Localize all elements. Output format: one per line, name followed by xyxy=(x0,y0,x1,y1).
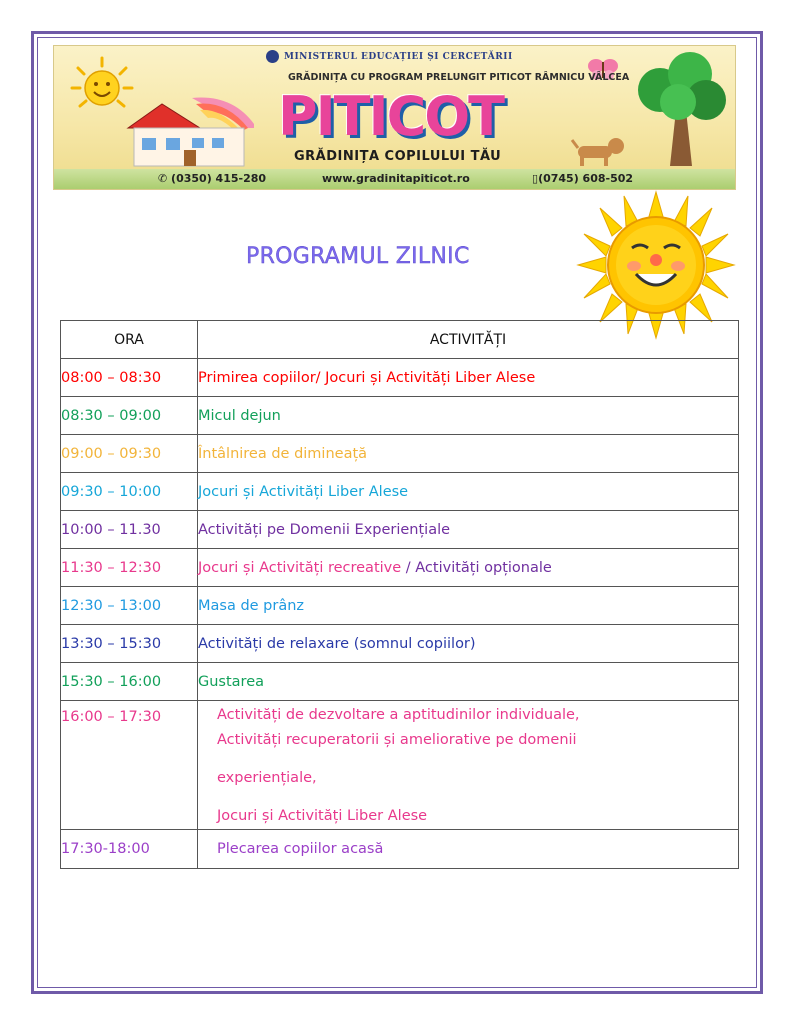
row-activity xyxy=(198,473,739,511)
row-activity xyxy=(198,549,739,587)
row-time: 16:00 – 17:30 xyxy=(61,701,198,830)
table-row xyxy=(61,549,739,587)
row-time: 13:30 – 15:30 xyxy=(61,625,198,663)
activity-line: Activități de dezvoltare a aptitudinilor individuale, xyxy=(217,707,580,723)
activity-line: Jocuri și Activități Liber Alese xyxy=(217,808,428,824)
row-activity xyxy=(198,397,739,435)
piticot-logo: PITICOT xyxy=(278,85,503,148)
tree-icon xyxy=(630,50,730,168)
row-activity xyxy=(198,701,739,830)
table-row xyxy=(61,473,739,511)
row-activity xyxy=(198,625,739,663)
table-row xyxy=(61,701,739,830)
table-row xyxy=(61,663,739,701)
house-cartoon-icon xyxy=(122,94,262,168)
table-row xyxy=(61,830,739,869)
table-row xyxy=(61,511,739,549)
tagline: GRĂDINIȚA COPILULUI TĂU xyxy=(294,149,502,164)
table-row xyxy=(61,435,739,473)
activity-text: Jocuri și Activități recreative xyxy=(198,559,402,576)
column-header-activity: ACTIVITĂȚI xyxy=(198,321,739,359)
mobile-icon: ▯ xyxy=(532,172,539,185)
activity-text: Micul dejun xyxy=(198,407,281,424)
phone-number: ✆ (0350) 415-280 xyxy=(158,172,267,185)
table-row xyxy=(61,359,739,397)
activity-text: Activități de relaxare (somnul copiilor) xyxy=(198,635,476,652)
row-time: 09:30 – 10:00 xyxy=(61,473,198,511)
row-time: 12:30 – 13:00 xyxy=(61,587,198,625)
activity-text: Activități pe Domenii Experiențiale xyxy=(198,521,451,538)
row-time: 17:30-18:00 xyxy=(61,830,198,869)
table-row xyxy=(61,625,739,663)
smiling-sun-icon xyxy=(576,190,736,340)
row-activity xyxy=(198,511,739,549)
row-time: 10:00 – 11.30 xyxy=(61,511,198,549)
row-activity xyxy=(198,359,739,397)
ministry-name: MINISTERUL EDUCAȚIEI ȘI CERCETĂRII xyxy=(284,52,513,62)
row-activity xyxy=(198,587,739,625)
table-row xyxy=(61,397,739,435)
row-activity xyxy=(198,830,739,869)
row-time: 11:30 – 12:30 xyxy=(61,549,198,587)
school-name: GRĂDINIȚA CU PROGRAM PRELUNGIT PITICOT RÂMNICU VÂLCEA xyxy=(288,72,630,83)
mobile-number: ▯(0745) 608-502 xyxy=(532,172,634,185)
activity-text: Jocuri și Activități Liber Alese xyxy=(198,483,409,500)
row-time: 08:00 – 08:30 xyxy=(61,359,198,397)
page-title: PROGRAMUL ZILNIC xyxy=(246,244,470,269)
ministry-emblem-icon xyxy=(266,50,279,63)
activity-text: Întâlnirea de dimineață xyxy=(198,445,368,462)
header-banner xyxy=(53,45,736,190)
row-time: 15:30 – 16:00 xyxy=(61,663,198,701)
row-time: 09:00 – 09:30 xyxy=(61,435,198,473)
activity-line: experiențiale, xyxy=(217,770,317,786)
phone-icon: ✆ xyxy=(158,172,172,185)
activity-text: Gustarea xyxy=(198,673,265,690)
column-header-time: ORA xyxy=(61,321,198,359)
activity-text: Plecarea copiilor acasă xyxy=(217,841,384,857)
activity-line: Activități recuperatorii și ameliorative pe domenii xyxy=(217,732,577,748)
row-time: 08:30 – 09:00 xyxy=(61,397,198,435)
website: www.gradinitapiticot.ro xyxy=(322,172,470,185)
row-activity xyxy=(198,663,739,701)
activity-text: Primirea copiilor/ Jocuri și Activități Liber Alese xyxy=(198,369,536,386)
activity-text-optional: / Activități opționale xyxy=(401,559,552,576)
dog-icon xyxy=(570,136,630,168)
table-row xyxy=(61,587,739,625)
table-header-row xyxy=(61,321,739,359)
activity-text: Masa de prânz xyxy=(198,597,305,614)
daily-schedule-table xyxy=(60,320,739,869)
row-activity xyxy=(198,435,739,473)
